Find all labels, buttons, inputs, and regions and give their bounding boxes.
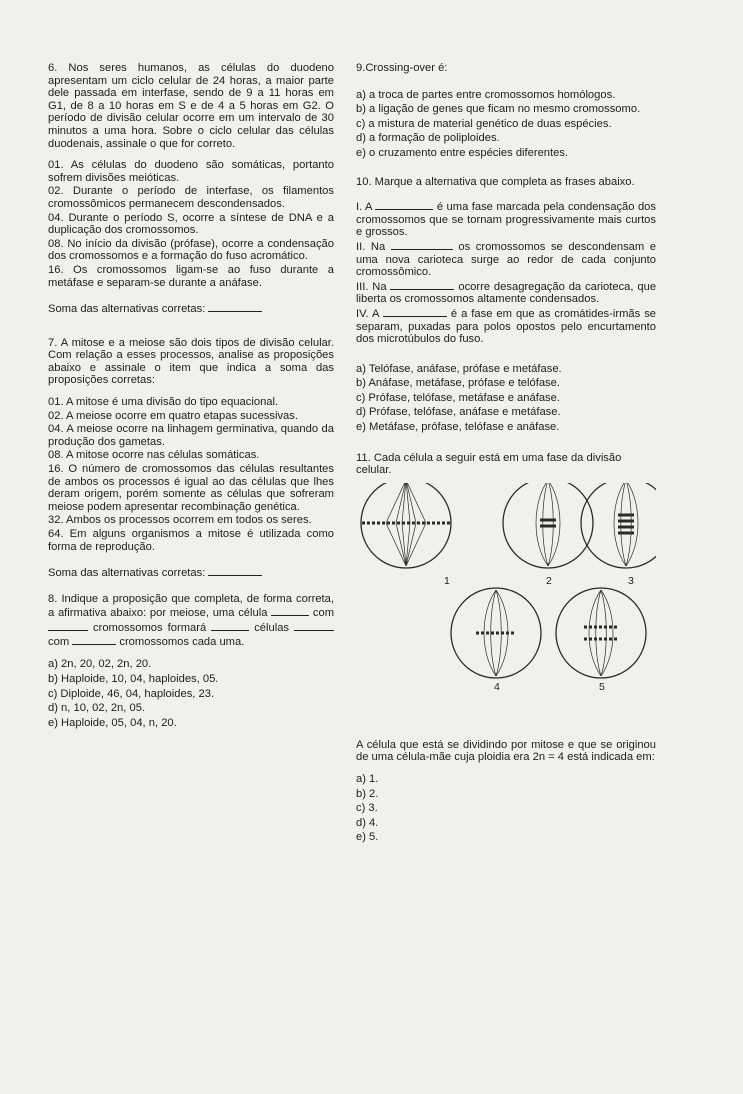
q8-word-cromossomos: cromossomos <box>93 621 163 634</box>
q10-option-e[interactable]: e) Metáfase, prófase, telófase e anáfase. <box>356 421 560 434</box>
q10-blank-ii[interactable] <box>391 240 453 250</box>
q11-option-a[interactable]: a) 1. <box>356 773 379 786</box>
q7-sum-label: Soma das alternativas corretas: <box>48 567 206 580</box>
question-7-intro: 7. A mitose e a meiose são dois tipos de divisão celular. Com relação a esses processos, analise as proposições abaixo e assinale o item que indica a soma das proposições corretas: <box>48 336 334 387</box>
q10-blank-iv[interactable] <box>383 307 447 317</box>
q8-option-a[interactable]: a) 2n, 20, 02, 2n, 20. <box>48 658 152 671</box>
q8-word-celula: célula <box>238 607 268 620</box>
q7-item-04: 04. A meiose ocorre na linhagem germinativa, quando da produção dos gametas. <box>48 423 334 448</box>
q9-option-e[interactable]: e) o cruzamento entre espécies diferentes. <box>356 146 569 159</box>
question-9-intro: 9.Crossing-over é: <box>356 62 448 74</box>
q10-statement-iv <box>356 307 656 346</box>
q8-option-b[interactable]: b) Haploide, 10, 04, haploides, 05. <box>48 673 219 685</box>
q7-item-01: 01. A mitose é uma divisão do tipo equacional. <box>48 396 279 409</box>
cell-label-1: 1 <box>444 574 450 587</box>
q8-word-celulas: células <box>254 621 290 634</box>
cell-1-drawing <box>361 483 451 568</box>
q8-intro: 8. Indique a proposição que completa, de forma correta, a afirmativa abaixo: por meiose, uma <box>48 592 334 620</box>
q10-ii-text: os cromossomos se descondensam e uma nova carioteca surge ao redor de cada conjunto cromossômico. <box>356 240 657 279</box>
q11-option-e[interactable]: e) 5. <box>356 831 379 844</box>
cell-label-5: 5 <box>599 680 605 693</box>
q7-item-16: 16. O número de cromossomos das células resultantes de ambos os processos é igual ao das células que lhes deram origem, porém somente as células que sofreram meiose podem apresentar recombinação genética. <box>48 463 334 513</box>
q10-option-a[interactable]: a) Telófase, anáfase, prófase e metáfase. <box>356 362 562 375</box>
q10-blank-i[interactable] <box>375 200 433 210</box>
q7-item-64: 64. Em alguns organismos a mitose é utilizada como forma de reprodução. <box>48 528 334 553</box>
q8-word-com-1: com <box>312 607 335 620</box>
q9-option-a[interactable]: a) a troca de partes entre cromossomos homólogos. <box>356 88 616 101</box>
cell-3-drawing <box>581 483 656 568</box>
q6-item-08: 08. No início da divisão (prófase), ocorre a condensação dos cromossomos e a formação do fuso acromático. <box>48 237 334 263</box>
q6-sum-line <box>48 302 334 316</box>
q7-sum-line <box>48 566 334 580</box>
q6-sum-blank[interactable] <box>208 302 262 312</box>
q7-item-02: 02. A meiose ocorre em quatro etapas sucessivas. <box>48 409 298 422</box>
q10-iv-prefix: IV. A <box>356 307 379 320</box>
q6-sum-label: Soma das alternativas corretas: <box>48 303 206 316</box>
q11-option-d[interactable]: d) 4. <box>356 816 379 829</box>
cell-label-2: 2 <box>546 574 552 587</box>
q11-option-b[interactable]: b) 2. <box>356 787 379 800</box>
question-8 <box>48 593 334 650</box>
q6-item-01: 01. As células do duodeno são somáticas, portanto sofrem divisões meióticas. <box>48 159 334 184</box>
cell-4-drawing <box>451 588 541 678</box>
q9-option-c[interactable]: c) a mistura de material genético de duas espécies. <box>356 117 612 130</box>
q8-option-c[interactable]: c) Diploide, 46, 04, haploides, 23. <box>48 687 215 700</box>
question-6-intro: 6. Nos seres humanos, as células do duodeno apresentam um ciclo celular de 24 horas, a maior parte dele passada em interfase, sendo de 9 a 11 horas em G1, de 8 a 10 horas em S e de 4 a 5 horas em G2. O período de divisão celular ocorre em um intervalo de 30 minutos a uma hora. Sobre o ciclo celular das células duodenais, assinale o que for correto. <box>48 62 334 150</box>
cell-label-3: 3 <box>628 574 634 587</box>
q6-item-16: 16. Os cromossomos ligam-se ao fuso durante a metáfase e separam-se durante a anáfase. <box>48 263 334 289</box>
q9-option-b[interactable]: b) a ligação de genes que ficam no mesmo cromossomo. <box>356 103 641 116</box>
q7-item-08: 08. A mitose ocorre nas células somáticas. <box>48 449 260 462</box>
q10-iii-prefix: III. Na <box>356 280 387 293</box>
question-11-intro: 11. Cada célula a seguir está em uma fase da divisão celular. <box>356 451 622 477</box>
q11-question: A célula que está se dividindo por mitose e que se originou de uma célula-mãe cuja ploidia era 2n = 4 está indicada em: <box>356 738 656 764</box>
q10-i-text: é uma fase marcada pela condensação dos cromossomos que se tornam progressivamente mais curtos e grossos. <box>356 201 657 239</box>
cell-division-diagram <box>356 483 656 773</box>
q9-option-d[interactable]: d) a formação de poliploides. <box>356 132 500 145</box>
q8-blank-2[interactable] <box>48 621 88 631</box>
q10-statement-iii <box>356 280 656 306</box>
cell-label-4: 4 <box>494 680 500 693</box>
q8-option-e[interactable]: e) Haploide, 05, 04, n, 20. <box>48 716 177 729</box>
question-10-intro: 10. Marque a alternativa que completa as frases abaixo. <box>356 175 635 188</box>
right-column <box>356 62 656 846</box>
q10-blank-iii[interactable] <box>390 280 454 290</box>
q10-i-prefix: I. A <box>356 201 372 214</box>
q8-option-d[interactable]: d) n, 10, 02, 2n, 05. <box>48 702 146 715</box>
q8-blank-5[interactable] <box>72 635 116 645</box>
left-column <box>48 62 334 731</box>
q10-option-c[interactable]: c) Prófase, telófase, metáfase e anáfase. <box>356 391 560 404</box>
q8-blank-4[interactable] <box>294 621 334 631</box>
cell-diagram-svg <box>356 483 656 723</box>
q10-option-d[interactable]: d) Prófase, telófase, anáfase e metáfase. <box>356 406 561 419</box>
q10-iv-text: é a fase em que as cromátides-irmãs se separam, puxadas para polos opostos pelo encurtamento dos microtúbulos do fuso. <box>356 307 657 346</box>
q6-item-04: 04. Durante o período S, ocorre a síntese de DNA e a duplicação dos cromossomos. <box>48 211 334 237</box>
q11-option-c[interactable]: c) 3. <box>356 802 378 815</box>
q10-iii-text: ocorre desagregação da carioteca, que liberta os cromossomos altamente condensados. <box>356 280 657 306</box>
q6-item-02: 02. Durante o período de interfase, os filamentos cromossômicos permanecem descondensados. <box>48 185 334 210</box>
q8-word-com-2: com <box>48 636 70 648</box>
q10-option-b[interactable]: b) Anáfase, metáfase, prófase e telófase. <box>356 377 560 390</box>
q10-statement-ii <box>356 240 656 279</box>
q10-statement-i <box>356 200 656 239</box>
q7-item-32: 32. Ambos os processos ocorrem em todos os seres. <box>48 514 312 527</box>
cell-5-drawing <box>556 588 646 678</box>
q8-word-cada: cromossomos cada uma. <box>119 636 245 648</box>
q7-sum-blank[interactable] <box>208 566 262 576</box>
q10-ii-prefix: II. Na <box>356 240 386 253</box>
q8-blank-1[interactable] <box>271 606 309 616</box>
cell-2-drawing <box>503 483 593 568</box>
q8-blank-3[interactable] <box>211 621 249 631</box>
q8-word-formara: formará <box>167 621 207 634</box>
